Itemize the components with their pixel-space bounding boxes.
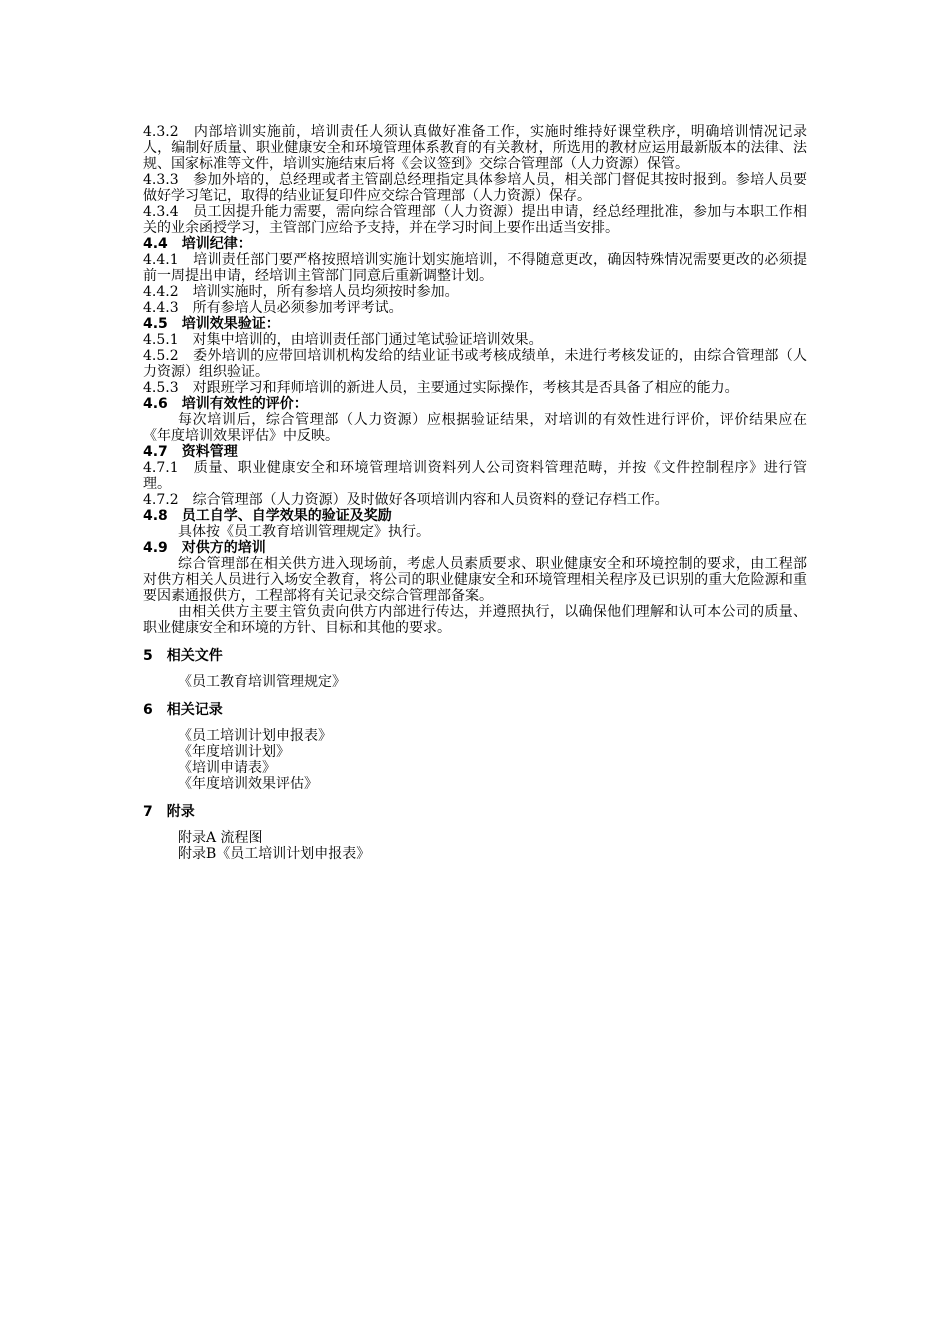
related-documents-list [143,674,807,690]
section-related-records-title: 6 相关记录 [143,702,223,718]
clause-heading: 4.5 培训效果验证： [143,316,280,332]
clause-paragraph: 由相关供方主要主管负责向供方内部进行传达，并遵照执行，以确保他们理解和认可本公司的质量、职业健康安全和环境的方针、目标和其他的要求。 [143,604,807,636]
related-document-item: 《员工教育培训管理规定》 [178,674,346,690]
clause-paragraph: 4.4.1 培训责任部门要严格按照培训实施计划实施培训，不得随意更改，确因特殊情况需要更改的必须提前一周提出申请，经培训主管部门同意后重新调整计划。 [143,252,807,284]
clause-paragraph: 4.5.2 委外培训的应带回培训机构发给的结业证书或考核成绩单，未进行考核发证的，由综合管理部（人力资源）组织验证。 [143,348,807,380]
related-record-item: 《年度培训计划》 [178,744,290,760]
clause-heading: 4.7 资料管理 [143,444,238,460]
clause-heading: 4.8 员工自学、自学效果的验证及奖励 [143,508,392,524]
clause-paragraph: 具体按《员工教育培训管理规定》执行。 [178,524,430,540]
clause-paragraph: 4.7.1 质量、职业健康安全和环境管理培训资料列人公司资料管理范畴，并按《文件控制程序》进行管理。 [143,460,807,492]
clause-paragraph: 4.4.2 培训实施时，所有参培人员均须按时参加。 [143,284,459,300]
appendix-item: 附录B《员工培训计划申报表》 [178,846,371,862]
document-page [143,124,807,862]
related-record-item: 《培训申请表》 [178,760,276,776]
clause-paragraph: 4.5.3 对跟班学习和拜师培训的新进人员，主要通过实际操作，考核其是否具备了相应的能力。 [143,380,739,396]
related-record-item: 《员工培训计划申报表》 [178,728,332,744]
appendix-list [143,830,807,862]
clause-paragraph: 4.5.1 对集中培训的，由培训责任部门通过笔试验证培训效果。 [143,332,543,348]
appendix-item: 附录A 流程图 [178,830,263,846]
related-record-item: 《年度培训效果评估》 [178,776,318,792]
clause-heading: 4.6 培训有效性的评价： [143,396,308,412]
clause-paragraph: 每次培训后，综合管理部（人力资源）应根据验证结果，对培训的有效性进行评价，评价结果应在《年度培训效果评估》中反映。 [143,412,807,444]
clause-heading: 4.4 培训纪律： [143,236,252,252]
clause-paragraph: 4.3.4 员工因提升能力需要，需向综合管理部（人力资源）提出申请，经总经理批准，参加与本职工作相关的业余函授学习，主管部门应给予支持，并在学习时间上要作出适当安排。 [143,204,807,236]
clause-heading: 4.9 对供方的培训 [143,540,266,556]
clause-paragraph: 4.7.2 综合管理部（人力资源）及时做好各项培训内容和人员资料的登记存档工作。 [143,492,669,508]
clause-paragraph: 4.3.3 参加外培的，总经理或者主管副总经理指定具体参培人员，相关部门督促其按时报到。参培人员要做好学习笔记，取得的结业证复印件应交综合管理部（人力资源）保存。 [143,172,807,204]
procedure-body [143,124,807,636]
related-records-list [143,728,807,792]
clause-paragraph: 4.3.2 内部培训实施前，培训责任人须认真做好准备工作，实施时维持好课堂秩序，明确培训情况记录人，编制好质量、职业健康安全和环境管理体系教育的有关教材，所选用的教材应运用最新版本的法律、法规、国家标准等文件，培训实施结束后将《会议签到》交综合管理部（人力资源）保管。 [143,124,807,172]
clause-paragraph: 综合管理部在相关供方进入现场前，考虑人员素质要求、职业健康安全和环境控制的要求，由工程部对供方相关人员进行入场安全教育，将公司的职业健康安全和环境管理相关程序及已识别的重大危险源和重要因素通报供方，工程部将有关记录交综合管理部备案。 [143,556,807,604]
section-related-documents-title: 5 相关文件 [143,648,223,664]
section-appendix-title: 7 附录 [143,804,195,820]
clause-paragraph: 4.4.3 所有参培人员必须参加考评考试。 [143,300,403,316]
